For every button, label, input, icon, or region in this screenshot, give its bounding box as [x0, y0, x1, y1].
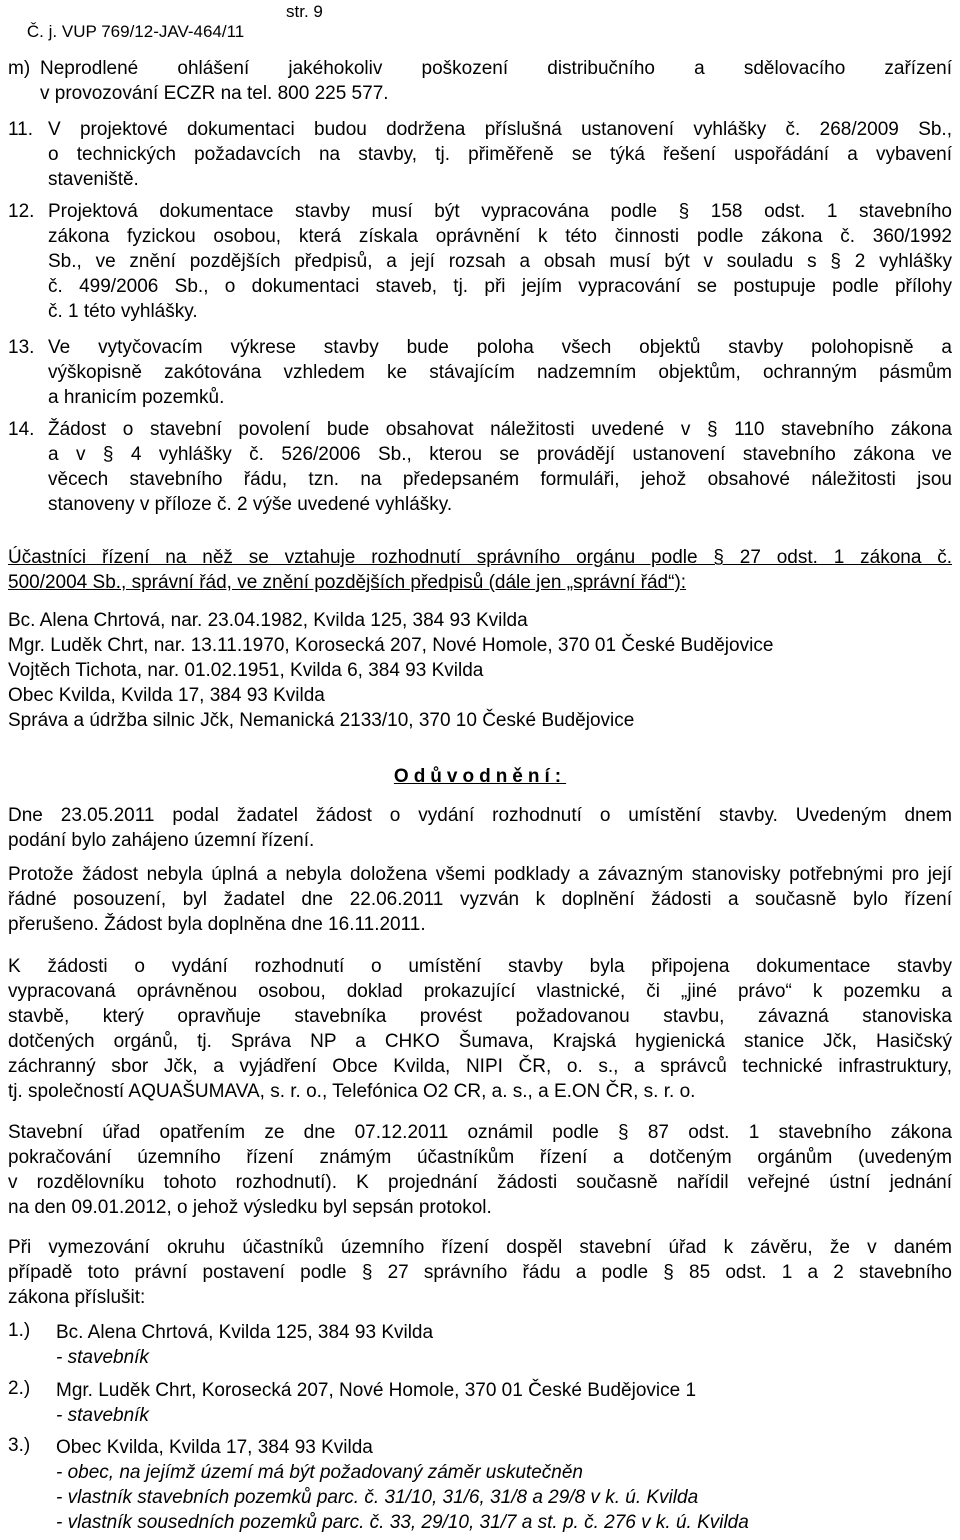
condition-number: 13.	[8, 337, 35, 358]
participant-role: - obec, na jejímž území má být požadovaný záměr uskutečněn	[56, 1462, 583, 1483]
condition-line: o technických požadavcích na stavby, tj. přiměřeně se týká řešení uspořádání a vybavení	[48, 144, 952, 165]
paragraph-line: záchranný sbor Jčk, a vyjádření Obce Kvilda, NIPI ČR, o. s., a správců technické infrastruktury,	[8, 1056, 952, 1077]
participant-role: - stavebník	[56, 1347, 149, 1368]
participant-role: - vlastník stavebních pozemků parc. č. 31/10, 31/6, 31/8 a 29/8 v k. ú. Kvilda	[56, 1487, 699, 1508]
condition-line: Žádost o stavební povolení bude obsahovat náležitosti uvedené v § 110 stavebního zákona	[48, 419, 952, 440]
condition-line: Neprodlené ohlášení jakéhokoliv poškození distribučního a sdělovacího zařízení	[40, 58, 952, 79]
condition-line: v provozování ECZR na tel. 800 225 577.	[40, 83, 389, 104]
paragraph-line: Dne 23.05.2011 podal žadatel žádost o vydání rozhodnutí o umístění stavby. Uvedeným dnem	[8, 805, 952, 826]
paragraph-line: podání bylo zahájeno územní řízení.	[8, 830, 315, 851]
participant-name: Bc. Alena Chrtová, Kvilda 125, 384 93 Kvilda	[56, 1322, 434, 1343]
participant-name: Obec Kvilda, Kvilda 17, 384 93 Kvilda	[56, 1437, 373, 1458]
participant-number: 2.)	[8, 1378, 31, 1399]
participant-number: 3.)	[8, 1435, 31, 1456]
condition-line: Projektová dokumentace stavby musí být vypracována podle § 158 odst. 1 stavebního	[48, 201, 952, 222]
reasoning-paragraph	[8, 862, 952, 937]
participant-item: Bc. Alena Chrtová, nar. 23.04.1982, Kvilda 125, 384 93 Kvilda	[8, 610, 528, 631]
paragraph-line: případě toto právní postavení podle § 27 správního řádu a podle § 85 odst. 1 a 2 stavebního	[8, 1262, 952, 1283]
participant-role: - vlastník sousedních pozemků parc. č. 33, 29/10, 31/7 a st. p. č. 276 v k. ú. Kvilda	[56, 1512, 749, 1533]
condition-line: V projektové dokumentaci budou dodržena příslušná ustanovení vyhlášky č. 268/2009 Sb.,	[48, 119, 952, 140]
condition-line: č. 499/2006 Sb., o dokumentaci staveb, tj. při jejím vypracování se postupuje podle přílohy	[48, 276, 952, 297]
condition-line: věcech stavebního řádu, tzn. na předepsaném formuláři, jehož obsahové náležitosti jsou	[48, 469, 952, 490]
paragraph-line: Protože žádost nebyla úplná a nebyla doložena všemi podklady a závazným stanovisky potřebnými pro její	[8, 864, 952, 885]
participant-number: 1.)	[8, 1320, 31, 1341]
participants-heading-line: 500/2004 Sb., správní řád, ve znění pozdějších předpisů (dále jen „správní řád“):	[8, 572, 687, 593]
condition-number: 14.	[8, 419, 35, 440]
reasoning-paragraph	[8, 1235, 952, 1310]
paragraph-line: stavbě, který opravňuje stavebníka provést požadovanou stavbu, závazná stanoviska	[8, 1006, 952, 1027]
condition-line: stanoveny v příloze č. 2 výše uvedené vyhlášky.	[48, 494, 453, 515]
participants-heading	[8, 545, 952, 595]
condition-number: 12.	[8, 201, 35, 222]
paragraph-line: dotčených orgánů, tj. Správa NP a CHKO Šumava, Krajská hygienická stanice Jčk, Hasičský	[8, 1031, 952, 1052]
paragraph-line: Při vymezování okruhu účastníků územního řízení dospěl stavební úřad k závěru, že v daném	[8, 1237, 952, 1258]
paragraph-line: pokračování územního řízení známým účastníkům řízení a dotčeným orgánům (uvedeným	[8, 1147, 952, 1168]
paragraph-line: na den 09.01.2012, o jehož výsledku byl sepsán protokol.	[8, 1197, 492, 1218]
paragraph-line: vypracovaná oprávněnou osobou, doklad prokazující vlastnické, či „jiné právo“ k pozemku a	[8, 981, 952, 1002]
paragraph-line: v rozdělovníku tohoto rozhodnutí). K projednání žádosti současně nařídil veřejné ústní jednání	[8, 1172, 952, 1193]
participant-item: Správa a údržba silnic Jčk, Nemanická 2133/10, 370 10 České Budějovice	[8, 710, 635, 731]
condition-number: 11.	[8, 119, 34, 140]
reasoning-paragraph	[8, 803, 952, 853]
page-number: str. 9	[286, 2, 323, 21]
condition-line: zákona fyzickou osobou, která získala oprávnění k této činnosti podle zákona č. 360/1992	[48, 226, 952, 247]
condition-line: a v § 4 vyhlášky č. 526/2006 Sb., kterou se provádějí ustanovení stavebního zákona ve	[48, 444, 952, 465]
paragraph-line: přerušeno. Žádost byla doplněna dne 16.11.2011.	[8, 914, 426, 935]
paragraph-line: zákona příslušit:	[8, 1287, 146, 1308]
condition-line: staveniště.	[48, 169, 139, 190]
condition-line: Ve vytyčovacím výkrese stavby bude poloha všech objektů stavby polohopisně a	[48, 337, 952, 358]
paragraph-line: K žádosti o vydání rozhodnutí o umístění stavby byla připojena dokumentace stavby	[8, 956, 952, 977]
participant-list	[8, 608, 773, 733]
reasoning-title: Odůvodnění:	[393, 766, 567, 787]
participants-heading-line: Účastníci řízení na něž se vztahuje rozhodnutí správního orgánu podle § 27 odst. 1 zákona č.	[8, 547, 952, 568]
paragraph-line: Stavební úřad opatřením ze dne 07.12.2011 oznámil podle § 87 odst. 1 stavebního zákona	[8, 1122, 952, 1143]
paragraph-line: tj. společností AQUAŠUMAVA, s. r. o., Telefónica O2 CR, a. s., a E.ON ČR, s. r. o.	[8, 1081, 696, 1102]
condition-line: a hranicím pozemků.	[48, 387, 225, 408]
reasoning-paragraph	[8, 954, 952, 1104]
condition-line: výškopisně zakótována vzhledem ke stávajícím nadzemním objektům, ochranným pásmům	[48, 362, 952, 383]
condition-line: Sb., ve znění pozdějších předpisů, a její rozsah a obsah musí být v souladu s § 2 vyhlášky	[48, 251, 952, 272]
participant-name: Mgr. Luděk Chrt, Korosecká 207, Nové Homole, 370 01 České Budějovice 1	[56, 1380, 697, 1401]
participant-item: Mgr. Luděk Chrt, nar. 13.11.1970, Korosecká 207, Nové Homole, 370 01 České Budějovice	[8, 635, 774, 656]
reference-number: Č. j. VUP 769/12-JAV-464/11	[26, 22, 245, 41]
participant-role: - stavebník	[56, 1405, 149, 1426]
participant-item: Vojtěch Tichota, nar. 01.02.1951, Kvilda 6, 384 93 Kvilda	[8, 660, 484, 681]
participant-item: Obec Kvilda, Kvilda 17, 384 93 Kvilda	[8, 685, 325, 706]
reasoning-paragraph	[8, 1120, 952, 1220]
condition-line: č. 1 této vyhlášky.	[48, 301, 198, 322]
paragraph-line: řádné posouzení, byl žadatel dne 22.06.2011 vyzván k doplnění žádosti a současně bylo řízení	[8, 889, 952, 910]
condition-number: m)	[8, 58, 31, 79]
